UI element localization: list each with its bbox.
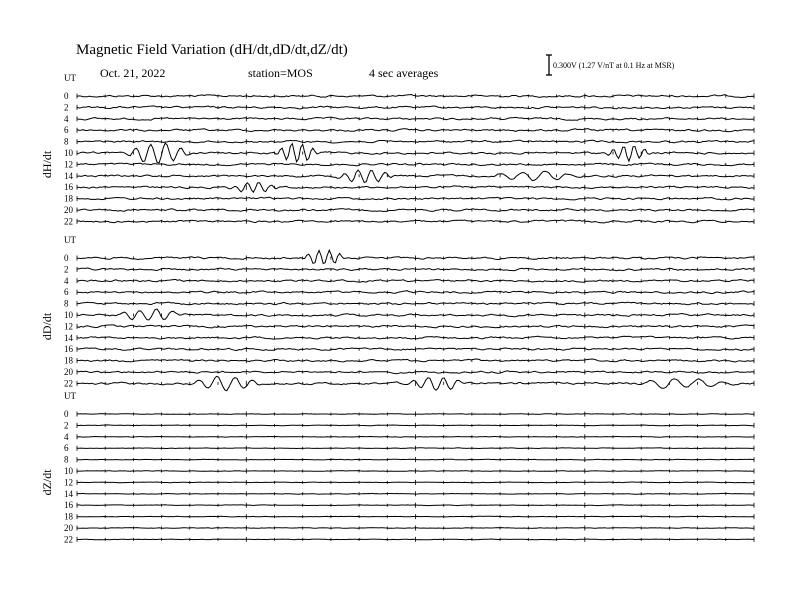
averaging-label: 4 sec averages [369, 66, 439, 80]
panel-0 [40, 73, 754, 226]
row-label: 16 [64, 344, 73, 355]
row-label: 12 [64, 477, 73, 488]
station-label: station=MOS [248, 66, 313, 80]
row-label: 6 [64, 125, 69, 136]
row-label: 20 [64, 205, 73, 215]
row-label: 0 [64, 253, 69, 263]
time-ticks [77, 94, 754, 224]
row-label: 14 [64, 332, 73, 343]
row-label: 6 [64, 287, 69, 298]
row-label: 18 [64, 355, 73, 366]
row-label: 8 [64, 136, 69, 147]
row-label: 4 [64, 113, 69, 124]
panel-label: dZ/dt [40, 469, 54, 496]
row-label: 18 [64, 193, 73, 204]
row-label: 10 [64, 466, 73, 476]
row-label: 2 [64, 420, 69, 431]
row-label: 18 [64, 511, 73, 522]
row-label: 22 [64, 378, 73, 389]
panel-2 [40, 391, 754, 544]
panels [40, 73, 754, 544]
row-label: 14 [64, 488, 73, 499]
row-label: 8 [64, 298, 69, 309]
row-label: 14 [64, 170, 73, 181]
row-label: 22 [64, 534, 73, 545]
row-label: 0 [64, 91, 69, 101]
row-label: 6 [64, 443, 69, 454]
row-label: 2 [64, 264, 69, 275]
row-label: 16 [64, 500, 73, 511]
row-label: 4 [64, 275, 69, 286]
row-label: 10 [64, 310, 73, 320]
ut-label: UT [64, 391, 76, 401]
row-label: 12 [64, 321, 73, 332]
row-label: 0 [64, 409, 69, 419]
date-label: Oct. 21, 2022 [100, 66, 166, 80]
ut-label: UT [64, 73, 76, 83]
row-label: 22 [64, 216, 73, 227]
ut-label: UT [64, 235, 76, 245]
row-label: 4 [64, 431, 69, 442]
row-label: 8 [64, 454, 69, 465]
scale-bar [546, 55, 552, 75]
time-ticks [77, 412, 754, 542]
row-label: 20 [64, 523, 73, 533]
panel-label: dH/dt [40, 150, 54, 179]
row-label: 16 [64, 182, 73, 193]
time-ticks [77, 256, 754, 386]
scale-bar-label: 0.300V (1.27 V/nT at 0.1 Hz at MSR) [553, 61, 675, 70]
panel-1 [40, 235, 754, 391]
row-label: 12 [64, 159, 73, 170]
row-label: 20 [64, 367, 73, 377]
panel-label: dD/dt [40, 312, 54, 341]
figure-title: Magnetic Field Variation (dH/dt,dD/dt,dZ/dt) [76, 42, 348, 58]
row-label: 2 [64, 102, 69, 113]
row-label: 10 [64, 148, 73, 158]
